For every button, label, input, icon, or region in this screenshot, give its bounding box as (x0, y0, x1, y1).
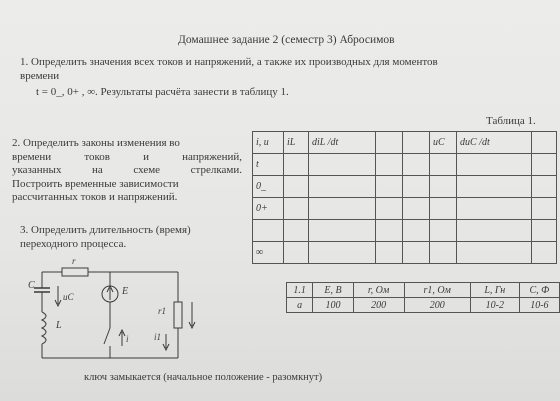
param-header: r1, Ом (404, 283, 470, 298)
label-i: i (126, 334, 129, 344)
task1-line3: t = 0_, 0+ , ∞. Результаты расчёта занести в таблицу 1. (36, 86, 289, 98)
param-header: r, Ом (353, 283, 404, 298)
param-header: L, Гн (470, 283, 519, 298)
row-label: 0_ (253, 176, 284, 198)
inductor-L (42, 312, 46, 344)
label-i1: i1 (154, 332, 162, 342)
param-value: 200 (404, 298, 470, 313)
param-value: 10-2 (470, 298, 519, 313)
param-header: E, В (313, 283, 353, 298)
table-header-cell: i, u (253, 132, 284, 154)
param-header: 1.1 (287, 283, 313, 298)
task2-line: рассчитанных токов и напряжений. (12, 191, 178, 203)
resistor-r1 (174, 302, 182, 328)
footer-note: ключ замыкается (начальное положение - разомкнут) (84, 372, 323, 383)
task3-line2: переходного процесса. (20, 238, 127, 250)
param-value: а (287, 298, 313, 313)
label-e: E (122, 286, 129, 297)
table-header-cell: uC (430, 132, 457, 154)
table-header-cell: iL (284, 132, 309, 154)
row-label: ∞ (253, 242, 284, 264)
task2-line: указанных на схеме стрелками. (12, 164, 242, 176)
label-c: C (28, 280, 35, 291)
label-uc: uC (63, 292, 74, 302)
row-label: 0+ (253, 198, 284, 220)
label-r: r (72, 256, 76, 266)
param-value: 100 (313, 298, 353, 313)
task1-line1: 1. Определить значения всех токов и напряжений, а также их производных для моментов (20, 56, 438, 68)
resistor-r (62, 268, 88, 276)
label-r1: r1 (158, 306, 167, 316)
param-value: 200 (353, 298, 404, 313)
task1-line2: времени (20, 70, 60, 82)
label-l: L (56, 320, 62, 331)
table-header-cell: diL /dt (309, 132, 376, 154)
param-value: 10-6 (519, 298, 559, 313)
row-label: t (253, 154, 284, 176)
task2-line: Построить временные зависимости (12, 177, 179, 190)
param-header: C, Ф (519, 283, 559, 298)
task3-line1: 3. Определить длительность (время) (20, 224, 191, 236)
task2-line: времени токов и напряжений, (12, 150, 242, 163)
table1-caption: Таблица 1. (486, 115, 536, 127)
table-header-cell: duC /dt (457, 132, 532, 154)
switch-blade (104, 328, 110, 344)
page-title: Домашнее задание 2 (семестр 3) Абросимов (178, 34, 395, 46)
task2-line: 2. Определить законы изменения во (12, 137, 180, 149)
